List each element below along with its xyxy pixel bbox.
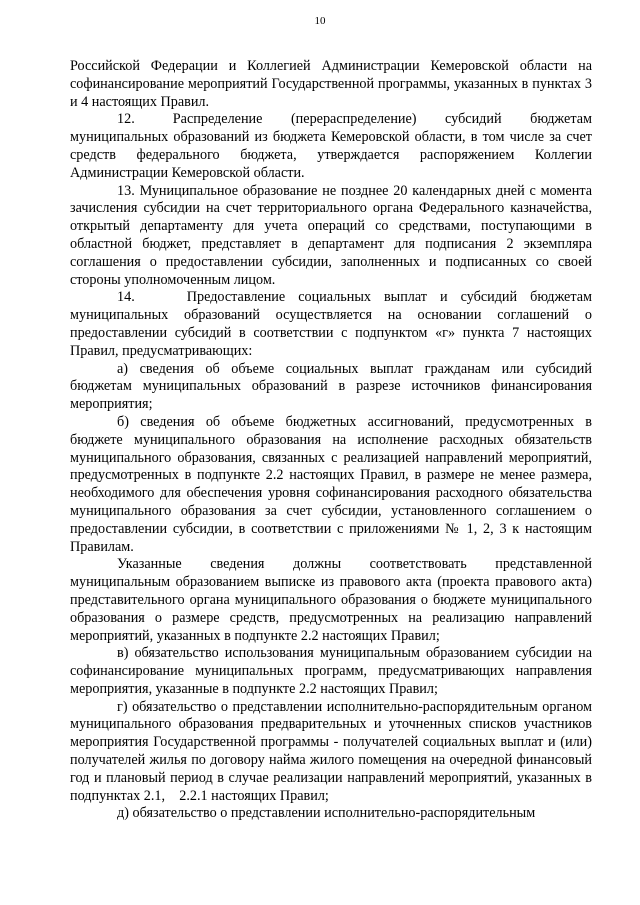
paragraph-14: 14. Предоставление социальных выплат и субсидий бюджетам муниципальных образований осуществляется на основании соглашений о предоставлении субсидий в соответствии с подпунктом «г» пункта 7 настоящих Правил, предусматривающих: — [70, 289, 592, 359]
paragraph-14-item-v: в) обязательство использования муниципальным образованием субсидии на софинансирование муниципальных программ, предусматривающих направления мероприятия, указанные в подпункте 2.2 настоящих Правил; — [70, 645, 592, 697]
paragraph-14-item-d: д) обязательство о представлении исполнительно-распорядительным — [117, 805, 536, 822]
paragraph-13: 13. Муниципальное образование не позднее 20 календарных дней с момента зачисления субсидии на счет территориального органа Федерального казначейства, открытый департаменту для учета операций со средствами, поступающими в областной бюджет, представляет в департамент для подписания 2 экземпляра соглашения о предоставлении субсидии, заполненных и подписанных со своей стороны уполномоченным лицом. — [70, 182, 592, 288]
document-body — [70, 58, 592, 823]
paragraph-14-item-b: б) сведения об объеме бюджетных ассигнований, предусмотренных в бюджете муниципального образования на исполнение расходных обязательств муниципального образования, связанных с реализацией направлений мероприятий, предусмотренных в подпункте 2.2 настоящих Правил, в размере не менее размера, необходимого для обеспечения уровня софинансирования расходного обязательства муниципального образования за счет субсидии, установленного соглашением о предоставлении субсидии, в соответствии с приложениями № 1, 2, 3 к настоящим Правилам. — [70, 413, 592, 555]
paragraph-14-note: Указанные сведения должны соответствовать представленной муниципальным образованием выписке из правового акта (проекта правового акта) представительного органа муниципального образования о бюджете муниципального образования о размере средств, предусмотренных на реализацию направлений мероприятий, указанных в подпункте 2.2 настоящих Правил; — [70, 556, 592, 644]
paragraph-12: 12. Распределение (перераспределение) субсидий бюджетам муниципальных образований из бюджета Кемеровской области, в том числе за счет средств федерального бюджета, утверждается распоряжением Коллегии Администрации Кемеровской области. — [70, 111, 592, 181]
paragraph-14-item-a: а) сведения об объеме социальных выплат гражданам или субсидий бюджетам муниципальных образований в разрезе источников финансирования мероприятия; — [70, 360, 592, 413]
paragraph-14-item-g: г) обязательство о представлении исполнительно-распорядительным органом муниципального образования предварительных и уточненных списков участников мероприятия Государственной программы - получателей социальных выплат и (или) получателей жилья по договору найма жилого помещения на очередной финансовый год и плановый период в случае реализации направлений мероприятий, указанных в подпунктах 2.1, 2.2.1 настоящих Правил; — [70, 698, 592, 804]
page-number: 10 — [314, 15, 326, 27]
paragraph-continuation: Российской Федерации и Коллегией Администрации Кемеровской области на софинансирование мероприятий Государственной программы, указанных в пунктах 3 и 4 настоящих Правил. — [70, 58, 592, 110]
